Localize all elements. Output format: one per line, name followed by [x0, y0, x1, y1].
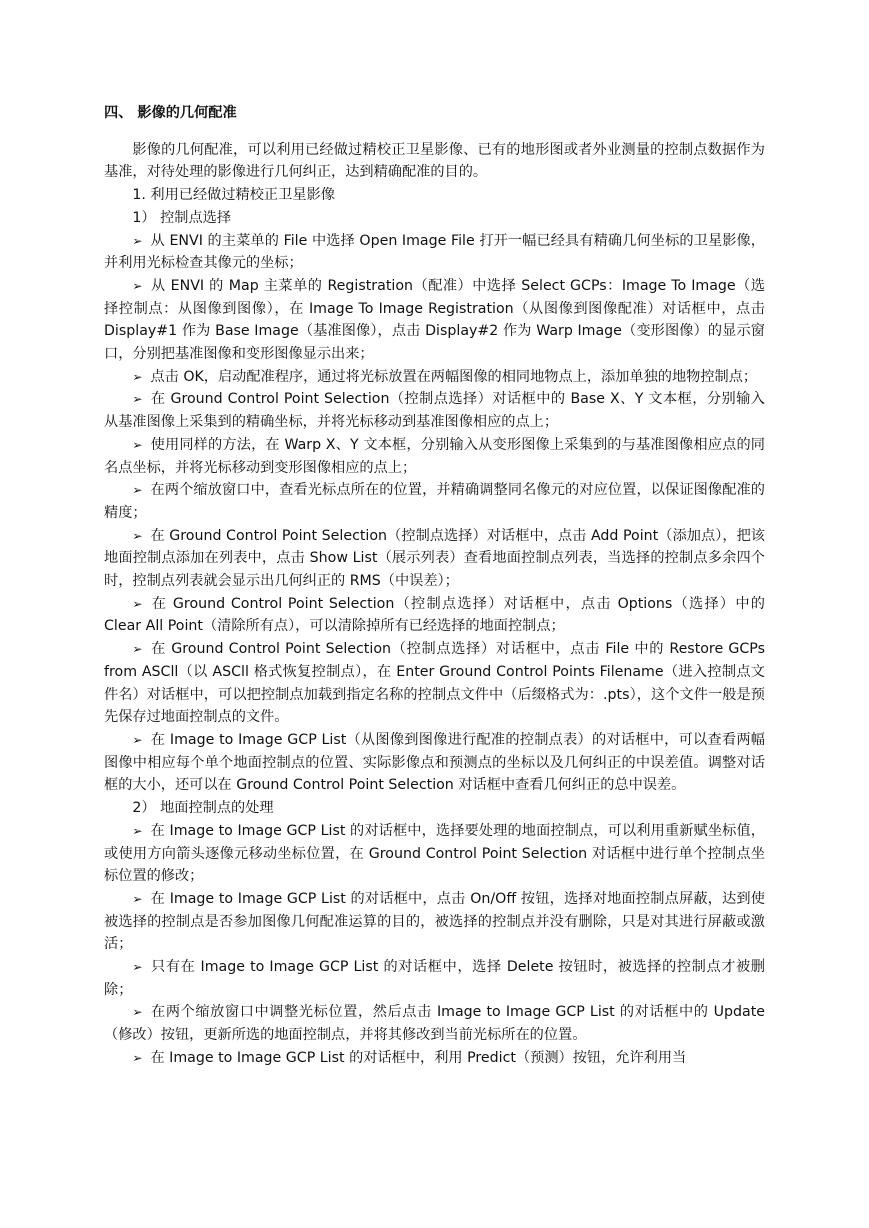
bullet-item — [104, 888, 765, 956]
bullet-text: 在 Ground Control Point Selection（控制点选择）对话框中的 Base X、Y 文本框，分别输入从基准图像上采集到的精确坐标，并将光标移动到基准图像相应的点上； — [104, 391, 765, 431]
arrow-bullet-icon — [132, 275, 142, 298]
bullet-item — [104, 388, 765, 433]
subsection-title: 2） 地面控制点的处理 — [132, 800, 274, 817]
bullet-text: 在 Image to Image GCP List 的对话框中，选择要处理的地面控制点，可以利用重新赋坐标值，或使用方向箭头逐像元移动坐标位置，在 Ground Control Point Selection 对话框中进行单个控制点坐标位置的修改； — [104, 822, 765, 885]
bullet-text: 在 Ground Control Point Selection（控制点选择）对话框中，点击 Add Point（添加点），把该地面控制点添加在列表中，点击 Show List（展示列表）查看地面控制点列表，当选择的控制点多余四个时，控制点列表就会显示出几何纠正的 RMS（中误差）； — [104, 527, 765, 590]
bullet-text: 在两个缩放窗口中，查看光标点所在的位置，并精确调整同名像元的对应位置，以保证图像配准的精度； — [104, 482, 765, 521]
bullet-item — [104, 1047, 765, 1070]
bullet-item — [104, 1001, 765, 1046]
arrow-bullet-icon — [132, 230, 142, 253]
bullet-text: 在 Ground Control Point Selection（控制点选择）对话框中，点击 File 中的 Restore GCPs from ASCll（以 ASCll 格式恢复控制点），在 Enter Ground Control Points Filename（进入控制点文件名）对话框中，可以把控制点加载到指定名称的控制点文件中（后缀格式为：.pts），这个文件一般是预先保存过地面控制点的文件。 — [104, 641, 765, 726]
bullet-text: 在两个缩放窗口中调整光标位置，然后点击 Image to Image GCP List 的对话框中的 Update（修改）按钮，更新所选的地面控制点，并将其修改到当前光标所在的位置。 — [104, 1004, 765, 1044]
bullet-text: 在 Ground Control Point Selection（控制点选择）对话框中，点击 Options（选择）中的 Clear All Point（清除所有点），可以清除掉所有已经选择的地面控制点； — [104, 595, 765, 635]
bullet-text: 点击 OK，启动配准程序，通过将光标放置在两幅图像的相同地物点上，添加单独的地物控制点； — [150, 368, 758, 385]
bullet-text: 从 ENVI 的 Map 主菜单的 Registration（配准）中选择 Select GCPs：Image To Image（选择控制点：从图像到图像），在 Image To Image Registration（从图像到图像配准）对话框中，点击 Display#1 作为 Base Image（基准图像），点击 Display#2 作为 Warp Image（变形图像）的显示窗口，分别把基准图像和变形图像显示出来； — [104, 277, 765, 363]
bullet-item — [104, 434, 765, 479]
arrow-bullet-icon — [132, 729, 142, 752]
bullet-item — [104, 729, 765, 797]
bullet-item — [104, 956, 765, 1001]
bullet-item — [104, 275, 765, 366]
subsection-title: 1） 控制点选择 — [132, 209, 232, 226]
bullet-item — [104, 479, 765, 524]
bullet-text: 在 Image to Image GCP List（从图像到图像进行配准的控制点表）的对话框中，可以查看两幅图像中相应每个单个地面控制点的位置、实际影像点和预测点的坐标以及几何纠正的中误差值。调整对话框的大小，还可以在 Ground Control Point Selection 对话框中查看几何纠正的总中误差。 — [104, 731, 765, 794]
bullet-text: 使用同样的方法，在 Warp X、Y 文本框，分别输入从变形图像上采集到的与基准图像相应点的同名点坐标，并将光标移动到变形图像相应的点上； — [104, 436, 765, 476]
bullet-item — [104, 230, 765, 275]
bullet-item — [104, 593, 765, 638]
arrow-bullet-icon — [132, 479, 142, 502]
bullet-text: 在 Image to Image GCP List 的对话框中，点击 On/Off 按钮，选择对地面控制点屏蔽，达到使被选择的控制点是否参加图像几何配准运算的目的，被选择的控制点并没有删除，只是对其进行屏蔽或激活； — [104, 890, 765, 953]
subsection-title: 1. 利用已经做过精校正卫星影像 — [132, 187, 335, 204]
section-heading: 四、 影像的几何配准 — [104, 105, 237, 121]
bullet-text: 从 ENVI 的主菜单的 File 中选择 Open Image File 打开一幅已经具有精确几何坐标的卫星影像，并利用光标检查其像元的坐标； — [104, 232, 765, 272]
arrow-bullet-icon — [132, 956, 142, 979]
arrow-bullet-icon — [132, 1047, 142, 1070]
arrow-bullet-icon — [132, 388, 142, 411]
arrow-bullet-icon — [132, 525, 142, 548]
bullet-item — [104, 525, 765, 593]
arrow-bullet-icon — [132, 1001, 142, 1024]
bullet-item — [104, 366, 765, 389]
arrow-bullet-icon — [132, 888, 142, 911]
arrow-bullet-icon — [132, 434, 142, 457]
arrow-bullet-icon — [132, 593, 142, 616]
arrow-bullet-icon — [132, 366, 142, 389]
bullet-item — [104, 638, 765, 729]
arrow-bullet-icon — [132, 638, 142, 661]
bullet-text: 只有在 Image to Image GCP List 的对话框中，选择 Delete 按钮时，被选择的控制点才被删除； — [104, 959, 765, 998]
arrow-bullet-icon — [132, 820, 142, 843]
bullet-text: 在 Image to Image GCP List 的对话框中，利用 Predict（预测）按钮，允许利用当 — [150, 1049, 687, 1066]
intro-paragraph: 影像的几何配准，可以利用已经做过精校正卫星影像、已有的地形图或者外业测量的控制点数据作为基准，对待处理的影像进行几何纠正，达到精确配准的目的。 — [104, 141, 765, 181]
bullet-item — [104, 820, 765, 888]
